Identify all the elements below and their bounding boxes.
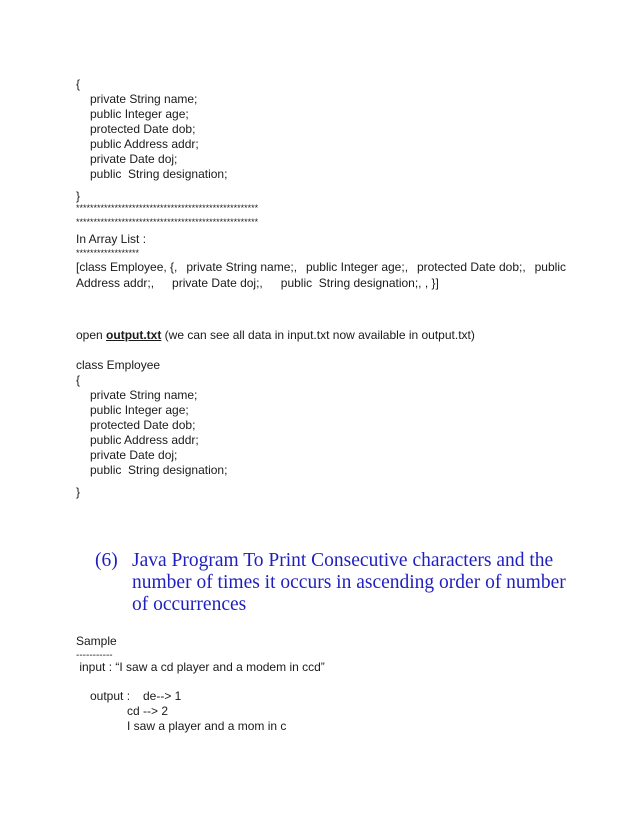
open-output-prefix: open	[76, 328, 107, 342]
array-item: private String name;,	[186, 260, 298, 274]
sample-dashes: -----------	[76, 650, 113, 661]
output-line: I saw a player and a mom in c	[127, 719, 287, 733]
code-line: public Integer age;	[90, 107, 189, 121]
array-item: public String designation;, , }]	[280, 276, 439, 290]
open-brace: {	[76, 373, 81, 387]
array-item: public Integer age;,	[305, 260, 409, 274]
heading-line: of occurrences	[132, 594, 247, 615]
sample-label: Sample	[76, 634, 117, 648]
code-line: public Address addr;	[90, 137, 199, 151]
code-line: public String designation;	[90, 463, 228, 477]
heading-line: number of times it occurs in ascending order of number	[132, 572, 566, 593]
close-brace: }	[76, 189, 81, 203]
array-list-stars: ******************	[76, 248, 140, 258]
code-line: private Date doj;	[90, 152, 178, 166]
class-declaration: class Employee	[76, 358, 161, 372]
open-output-suffix: (we can see all data in input.txt now available in output.txt)	[161, 328, 475, 342]
array-item: Address addr;,	[76, 276, 155, 290]
code-line: public Address addr;	[90, 433, 199, 447]
array-row-1	[76, 259, 566, 275]
array-item: [class Employee, {,	[76, 260, 178, 274]
output-line: de--> 1	[143, 689, 182, 703]
separator-stars: ****************************************************	[76, 203, 259, 213]
array-item: protected Date dob;,	[416, 260, 526, 274]
array-list-label: In Array List :	[76, 232, 147, 246]
close-brace: }	[76, 485, 81, 499]
code-line: protected Date dob;	[90, 418, 196, 432]
heading-text	[132, 550, 582, 616]
open-output-line	[76, 328, 475, 343]
code-line: private String name;	[90, 92, 198, 106]
open-brace: {	[76, 77, 81, 91]
code-line: protected Date dob;	[90, 122, 196, 136]
array-list-content	[76, 259, 566, 291]
heading-number: (6)	[95, 550, 118, 571]
code-line: public Integer age;	[90, 403, 189, 417]
output-line: cd --> 2	[127, 704, 169, 718]
array-row-2	[76, 275, 566, 291]
output-file-link[interactable]: output.txt	[106, 328, 162, 342]
array-item: private Date doj;,	[172, 276, 263, 290]
code-line: private String name;	[90, 388, 198, 402]
code-line: public String designation;	[90, 167, 228, 181]
output-label: output :	[90, 689, 131, 703]
separator-stars: ****************************************************	[76, 217, 259, 227]
heading-line: Java Program To Print Consecutive characters and the	[132, 550, 554, 571]
sample-input: input : “I saw a cd player and a modem in ccd”	[76, 660, 325, 674]
code-line: private Date doj;	[90, 448, 178, 462]
array-item: public	[534, 260, 566, 274]
